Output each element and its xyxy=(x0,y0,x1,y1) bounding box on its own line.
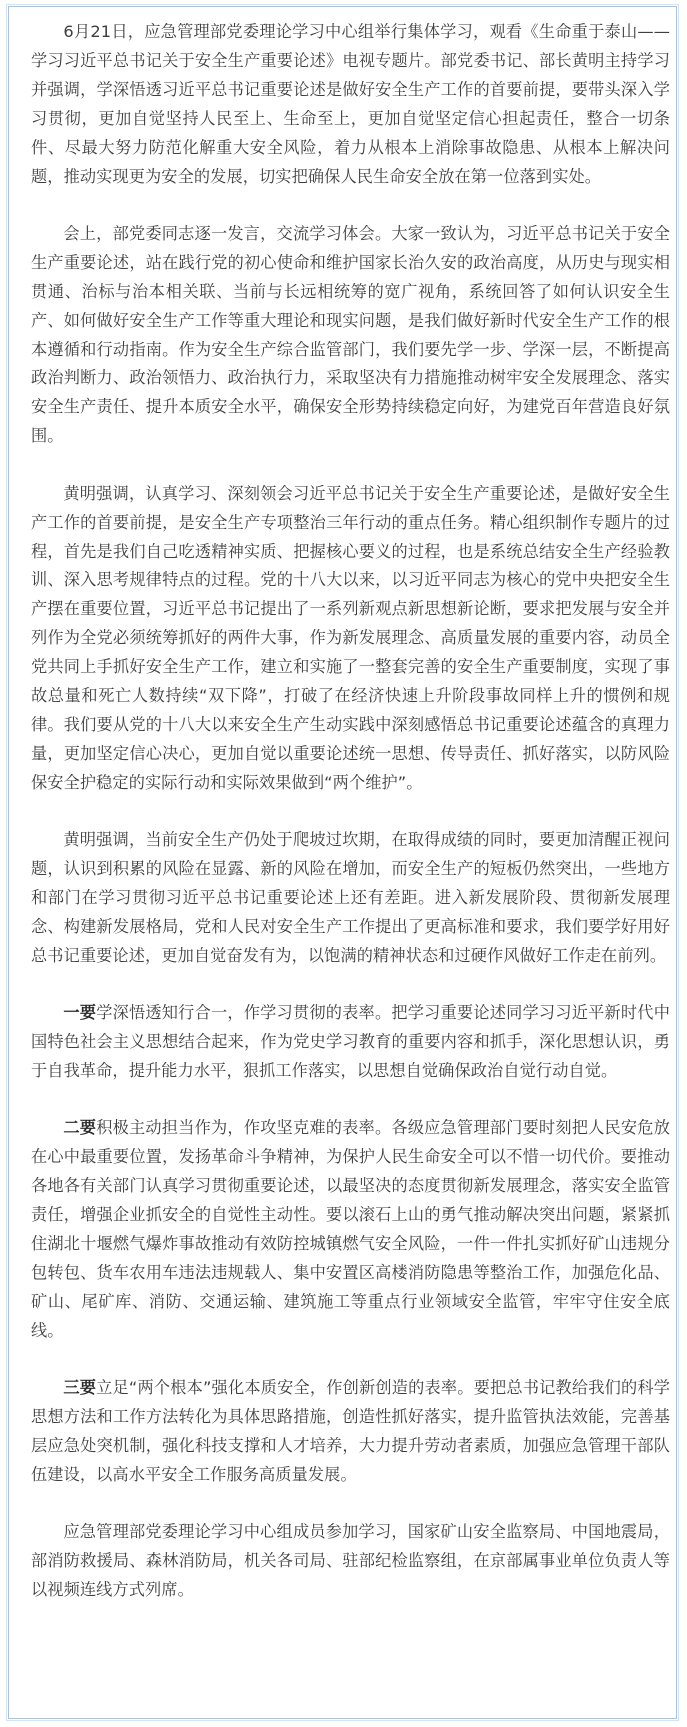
paragraph-point-1 xyxy=(31,999,670,1086)
paragraph-emphasis-1 xyxy=(31,480,670,798)
paragraph-text: 立足“两个根本”强化本质安全，作创新创造的表率。要把总书记教给我们的科学思想方法和工作方法转化为具体思路措施，创造性抓好落实，提升监管执法效能，完善基层应急处突机制，强化科技支撑和人才培养，大力提升劳动者素质，加强应急管理干部队伍建设，以高水平安全工作服务高质量发展。 xyxy=(31,1378,671,1484)
paragraph-meeting xyxy=(31,220,670,451)
point-lead: 二要 xyxy=(63,1118,97,1138)
paragraph-text: 黄明强调，认真学习、深刻领会习近平总书记关于安全生产重要论述，是做好安全生产工作的首要前提，是安全生产专项整治三年行动的重点任务。精心组织制作专题片的过程，首先是我们自己吃透精神实质、把握核心要义的过程，也是系统总结安全生产经验教训、深入思考规律特点的过程。党的十八大以来，以习近平同志为核心的党中央把安全生产摆在重要位置，习近平总书记提出了一系列新观点新思想新论断，要求把发展与安全并列作为全党必须统筹抓好的两件大事，作为新发展理念、高质量发展的重要内容，动员全党共同上手抓好安全生产工作，建立和实施了一整套完善的安全生产重要制度，实现了事故总量和死亡人数持续“双下降”，打破了在经济快速上升阶段事故同样上升的惯例和规律。我们要从党的十八大以来安全生产生动实践中深刻感悟总书记重要论述蕴含的真理力量，更加坚定信心决心，更加自觉以重要论述统一思想、传导责任、抓好落实，以防风险保安全护稳定的实际行动和实际效果做到“两个维护”。 xyxy=(31,483,670,792)
paragraph-text: 会上，部党委同志逐一发言，交流学习体会。大家一致认为，习近平总书记关于安全生产重要论述，站在践行党的初心使命和维护国家长治久安的政治高度，从历史与现实相贯通、治标与治本相关联、当前与长远相统筹的宽广视角，系统回答了如何认识安全生产、如何做好安全生产工作等重大理论和现实问题，是我们做好新时代安全生产工作的根本遵循和行动指南。作为安全生产综合监管部门，我们要先学一步、学深一层，不断提高政治判断力、政治领悟力、政治执行力，采取坚决有力措施推动树牢安全发展理念、落实安全生产责任、提升本质安全水平，确保安全形势持续稳定向好，为建党百年营造良好氛围。 xyxy=(31,223,670,446)
point-lead: 一要 xyxy=(63,1003,97,1023)
paragraph-text: 6月21日，应急管理部党委理论学习中心组举行集体学习，观看《生命重于泰山——学习习近平总书记关于安全生产重要论述》电视专题片。部党委书记、部长黄明主持学习并强调，学深悟透习近平总书记重要论述是做好安全生产工作的首要前提，要带头深入学习贯彻，更加自觉坚持人民至上、生命至上，更加自觉坚定信心担起责任，整合一切条件、尽最大努力防范化解重大安全风险，着力从根本上消除事故隐患、从根本上解决问题，推动实现更为安全的发展，切实把确保人民生命安全放在第一位落到实处。 xyxy=(31,22,670,186)
paragraph-text: 黄明强调，当前安全生产仍处于爬坡过坎期，在取得成绩的同时，要更加清醒正视问题，认识到积累的风险在显露、新的风险在增加，而安全生产的短板仍然突出，一些地方和部门在学习贯彻习近平总书记重要论述上还有差距。进入新发展阶段、贯彻新发展理念、构建新发展格局，党和人民对安全生产工作提出了更高标准和要求，我们要学好用好总书记重要论述，更加自觉奋发有为，以饱满的精神状态和过硬作风做好工作走在前列。 xyxy=(31,830,670,965)
paragraph-text: 积极主动担当作为，作攻坚克难的表率。各级应急管理部门要时刻把人民安危放在心中最重要位置，发扬革命斗争精神，为保护人民生命安全可以不惜一切代价。要推动各地各有关部门认真学习贯彻重要论述，以最坚决的态度贯彻新发展理念，落实安全监管责任，增强企业抓安全的自觉性主动性。要以滚石上山的勇气推动解决突出问题，紧紧抓住湖北十堰燃气爆炸事故推动有效防控城镇燃气安全风险，一件一件扎实抓好矿山违规分包转包、货车农用车违法违规载人、集中安置区高楼消防隐患等整治工作，加强危化品、矿山、尾矿库、消防、交通运输、建筑施工等重点行业领域安全监管，牢牢守住安全底线。 xyxy=(31,1118,670,1340)
paragraph-text: 学深悟透知行合一，作学习贯彻的表率。把学习重要论述同学习习近平新时代中国特色社会主义思想结合起来，作为党史学习教育的重要内容和抓手，深化思想认识，勇于自我革命，提升能力水平，狠抓工作落实，以思想自觉确保政治自觉行动自觉。 xyxy=(31,1003,670,1080)
article-frame xyxy=(8,6,677,1719)
paragraph-emphasis-2 xyxy=(31,826,670,971)
article-body xyxy=(31,18,670,1634)
paragraph-point-2 xyxy=(31,1114,670,1345)
paragraph-point-3 xyxy=(31,1374,670,1490)
paragraph-attendees xyxy=(31,1518,670,1605)
paragraph-text: 应急管理部党委理论学习中心组成员参加学习，国家矿山安全监察局、中国地震局，部消防救援局、森林消防局，机关各司局、驻部纪检监察组，在京部属事业单位负责人等以视频连线方式列席。 xyxy=(31,1522,670,1600)
paragraph-intro xyxy=(31,18,670,191)
point-lead: 三要 xyxy=(63,1378,97,1398)
